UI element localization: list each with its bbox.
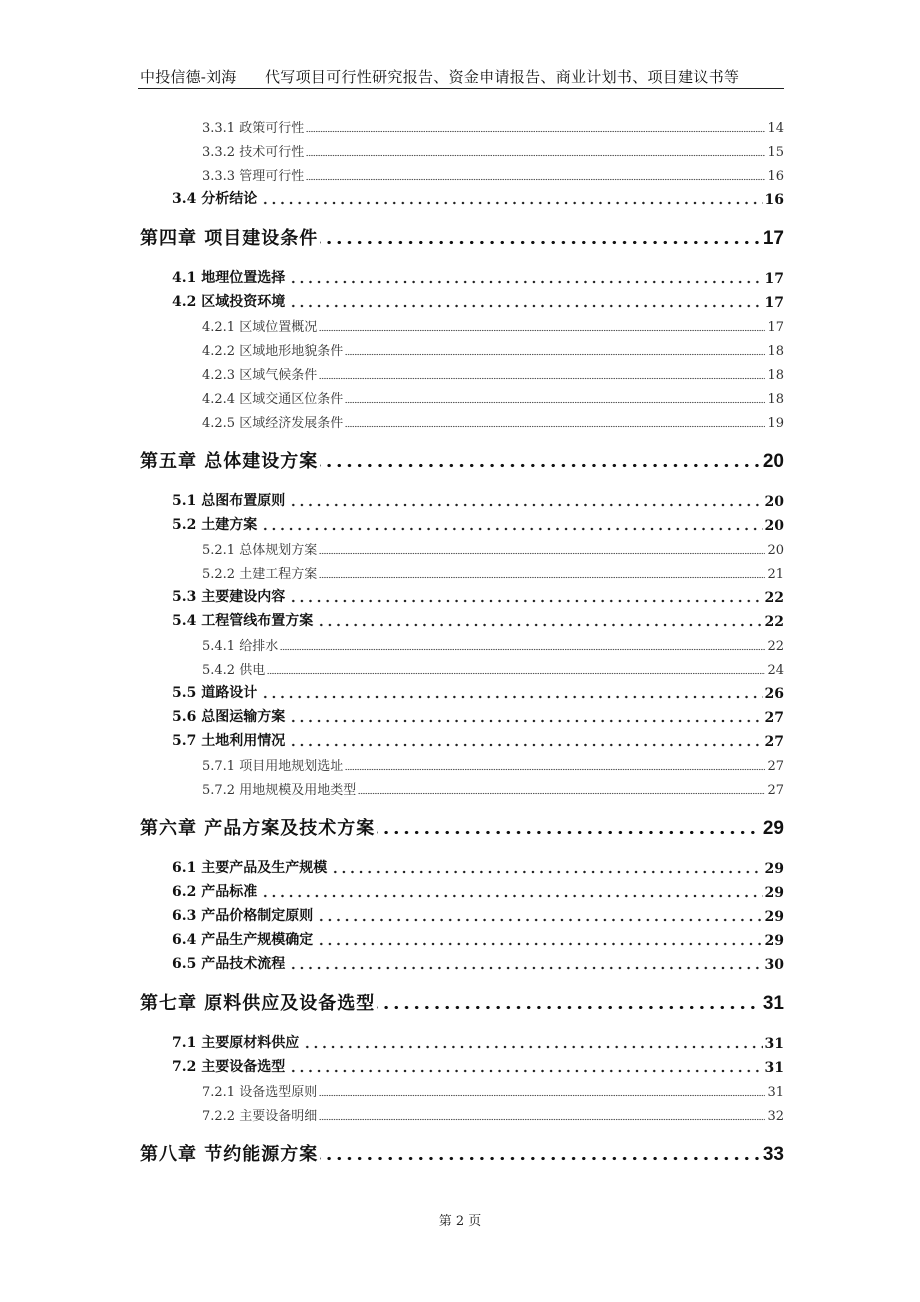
toc-entry[interactable] (202, 1078, 784, 1100)
toc-entry-page-number: 29 (764, 909, 784, 925)
toc-entry-title: 5.2.2 土建工程方案 (202, 567, 318, 582)
toc-entry[interactable] (140, 1138, 784, 1166)
toc-entry-page-number: 32 (767, 1109, 784, 1124)
toc-entry[interactable] (140, 812, 784, 840)
toc-entry[interactable] (172, 584, 784, 606)
toc-entry-title: 5.7 土地利用情况 (172, 733, 286, 749)
toc-dot-leader (377, 812, 761, 840)
toc-entry[interactable] (202, 1102, 784, 1124)
toc-entry-title: 7.2.1 设备选型原则 (202, 1085, 318, 1100)
toc-entry[interactable] (172, 951, 784, 973)
toc-entry-page-number: 18 (767, 344, 784, 359)
toc-entry-title: 第六章 产品方案及技术方案 (140, 818, 376, 839)
toc-entry-page-number: 18 (767, 392, 784, 407)
toc-entry[interactable] (202, 536, 784, 558)
toc-entry-page-number: 30 (764, 957, 784, 973)
toc-entry-title: 第四章 项目建设条件 (140, 228, 319, 249)
header-brand: 中投信德-刘海 (140, 68, 237, 86)
toc-entry[interactable] (140, 222, 784, 250)
toc-dot-leader (319, 536, 765, 558)
toc-dot-leader (287, 951, 762, 973)
toc-dot-leader (319, 1078, 765, 1100)
toc-dot-leader (319, 560, 765, 582)
toc-entry-title: 7.2.2 主要设备明细 (202, 1109, 318, 1124)
toc-entry[interactable] (202, 560, 784, 582)
toc-dot-leader (287, 584, 762, 606)
toc-dot-leader (267, 656, 765, 678)
toc-entry-page-number: 27 (767, 759, 784, 774)
toc-entry[interactable] (202, 776, 784, 798)
toc-entry-title: 5.7.1 项目用地规划选址 (202, 759, 344, 774)
toc-entry[interactable] (140, 445, 784, 473)
toc-dot-leader (315, 927, 762, 949)
toc-entry[interactable] (172, 927, 784, 949)
toc-entry-page-number: 29 (764, 933, 784, 949)
toc-entry-title: 7.2 主要设备选型 (172, 1059, 286, 1075)
toc-dot-leader (287, 265, 762, 287)
toc-entry-title: 6.1 主要产品及生产规模 (172, 860, 328, 876)
toc-entry-page-number: 17 (767, 320, 784, 335)
toc-entry[interactable] (172, 608, 784, 630)
toc-dot-leader (315, 903, 762, 925)
toc-entry-title: 5.5 道路设计 (172, 685, 258, 701)
toc-dot-leader (306, 138, 765, 160)
toc-entry-page-number: 27 (764, 734, 784, 750)
toc-dot-leader (306, 114, 765, 136)
toc-entry-page-number: 20 (762, 451, 784, 472)
toc-entry-page-number: 18 (767, 368, 784, 383)
toc-entry-title: 6.3 产品价格制定原则 (172, 908, 314, 924)
toc-entry-title: 第七章 原料供应及设备选型 (140, 993, 376, 1014)
toc-entry-page-number: 31 (767, 1085, 784, 1100)
toc-entry-title: 第八章 节约能源方案 (140, 1144, 319, 1165)
toc-entry-page-number: 22 (767, 639, 784, 654)
toc-entry-title: 3.3.3 管理可行性 (202, 169, 305, 184)
toc-entry-page-number: 22 (764, 590, 784, 606)
toc-entry-page-number: 29 (762, 818, 784, 839)
toc-entry-title: 4.2.2 区域地形地貌条件 (202, 344, 344, 359)
toc-entry[interactable] (172, 488, 784, 510)
toc-entry-title: 5.2.1 总体规划方案 (202, 543, 318, 558)
toc-dot-leader (345, 752, 765, 774)
toc-entry[interactable] (172, 680, 784, 702)
toc-entry-page-number: 22 (764, 614, 784, 630)
toc-entry-title: 4.2.5 区域经济发展条件 (202, 416, 344, 431)
toc-entry-page-number: 16 (767, 169, 784, 184)
toc-entry[interactable] (202, 114, 784, 136)
toc-dot-leader (280, 632, 765, 654)
toc-entry[interactable] (202, 656, 784, 678)
toc-entry[interactable] (202, 138, 784, 160)
toc-dot-leader (287, 728, 762, 750)
toc-entry-page-number: 31 (762, 993, 784, 1014)
toc-entry[interactable] (202, 385, 784, 407)
toc-entry[interactable] (202, 361, 784, 383)
toc-entry-page-number: 29 (764, 861, 784, 877)
toc-entry[interactable] (140, 987, 784, 1015)
toc-entry-title: 3.4 分析结论 (172, 191, 258, 207)
toc-dot-leader (319, 361, 765, 383)
toc-dot-leader (259, 680, 762, 702)
toc-entry-title: 7.1 主要原材料供应 (172, 1035, 300, 1051)
toc-entry[interactable] (172, 728, 784, 750)
toc-entry-page-number: 27 (767, 783, 784, 798)
toc-entry[interactable] (202, 162, 784, 184)
toc-entry-page-number: 26 (764, 686, 784, 702)
toc-entry-page-number: 15 (767, 145, 784, 160)
toc-entry-title: 6.5 产品技术流程 (172, 956, 286, 972)
toc-entry-page-number: 31 (764, 1036, 784, 1052)
toc-entry-title: 5.7.2 用地规模及用地类型 (202, 783, 357, 798)
toc-entry[interactable] (172, 512, 784, 534)
toc-entry-page-number: 20 (767, 543, 784, 558)
toc-entry-title: 4.2.4 区域交通区位条件 (202, 392, 344, 407)
toc-entry[interactable] (172, 1030, 784, 1052)
toc-entry[interactable] (202, 337, 784, 359)
toc-dot-leader (345, 409, 765, 431)
toc-entry-page-number: 20 (764, 494, 784, 510)
toc-dot-leader (358, 776, 765, 798)
toc-dot-leader (287, 289, 762, 311)
toc-entry-page-number: 14 (767, 121, 784, 136)
toc-entry-title: 第五章 总体建设方案 (140, 451, 319, 472)
toc-entry[interactable] (172, 903, 784, 925)
toc-dot-leader (287, 1054, 762, 1076)
toc-entry[interactable] (172, 1054, 784, 1076)
toc-entry[interactable] (202, 409, 784, 431)
toc-entry-title: 5.2 土建方案 (172, 517, 258, 533)
toc-entry-page-number: 33 (762, 1144, 784, 1165)
toc-entry-title: 4.1 地理位置选择 (172, 270, 286, 286)
toc-entry-title: 6.2 产品标准 (172, 884, 258, 900)
toc-entry[interactable] (172, 879, 784, 901)
toc-entry-page-number: 17 (764, 295, 784, 311)
toc-entry[interactable] (172, 265, 784, 287)
toc-dot-leader (345, 337, 765, 359)
toc-dot-leader (287, 488, 762, 510)
toc-entry-title: 4.2 区域投资环境 (172, 294, 286, 310)
toc-entry[interactable] (172, 855, 784, 877)
toc-dot-leader (259, 879, 762, 901)
header-tagline: 代写项目可行性研究报告、资金申请报告、商业计划书、项目建议书等 (265, 68, 740, 86)
toc-dot-leader (315, 608, 762, 630)
toc-entry[interactable] (172, 289, 784, 311)
toc-entry-title: 5.4.1 给排水 (202, 639, 279, 654)
toc-entry[interactable] (202, 313, 784, 335)
toc-entry-title: 3.3.2 技术可行性 (202, 145, 305, 160)
toc-dot-leader (259, 512, 762, 534)
toc-dot-leader (329, 855, 762, 877)
toc-dot-leader (377, 987, 761, 1015)
toc-entry-title: 5.4 工程管线布置方案 (172, 613, 314, 629)
toc-entry-page-number: 31 (764, 1060, 784, 1076)
toc-entry-title: 5.6 总图运输方案 (172, 709, 286, 725)
toc-entry-page-number: 17 (762, 228, 784, 249)
toc-dot-leader (287, 704, 762, 726)
toc-entry[interactable] (202, 752, 784, 774)
toc-dot-leader (319, 313, 765, 335)
toc-dot-leader (301, 1030, 762, 1052)
toc-dot-leader (320, 445, 761, 473)
toc-entry[interactable] (202, 632, 784, 654)
toc-dot-leader (320, 222, 761, 250)
toc-dot-leader (319, 1102, 765, 1124)
toc-dot-leader (320, 1138, 761, 1166)
toc-entry[interactable] (172, 704, 784, 726)
toc-entry-title: 4.2.1 区域位置概况 (202, 320, 318, 335)
toc-entry-page-number: 27 (764, 710, 784, 726)
toc-entry-page-number: 21 (767, 567, 784, 582)
toc-entry-title: 4.2.3 区域气候条件 (202, 368, 318, 383)
toc-dot-leader (306, 162, 765, 184)
toc-entry-title: 5.4.2 供电 (202, 663, 266, 678)
toc-dot-leader (345, 385, 765, 407)
toc-entry-title: 6.4 产品生产规模确定 (172, 932, 314, 948)
toc-entry-page-number: 24 (767, 663, 784, 678)
toc-entry-title: 5.3 主要建设内容 (172, 589, 286, 605)
toc-entry-page-number: 19 (767, 416, 784, 431)
page-number: 第 2 页 (438, 1214, 482, 1229)
toc-entry-title: 5.1 总图布置原则 (172, 493, 286, 509)
toc-entry-page-number: 29 (764, 885, 784, 901)
toc-entry-title: 3.3.1 政策可行性 (202, 121, 305, 136)
toc-entry-page-number: 20 (764, 518, 784, 534)
toc-dot-leader (259, 186, 762, 208)
toc-entry[interactable] (172, 186, 784, 208)
toc-entry-page-number: 16 (764, 192, 784, 208)
toc-entry-page-number: 17 (764, 271, 784, 287)
